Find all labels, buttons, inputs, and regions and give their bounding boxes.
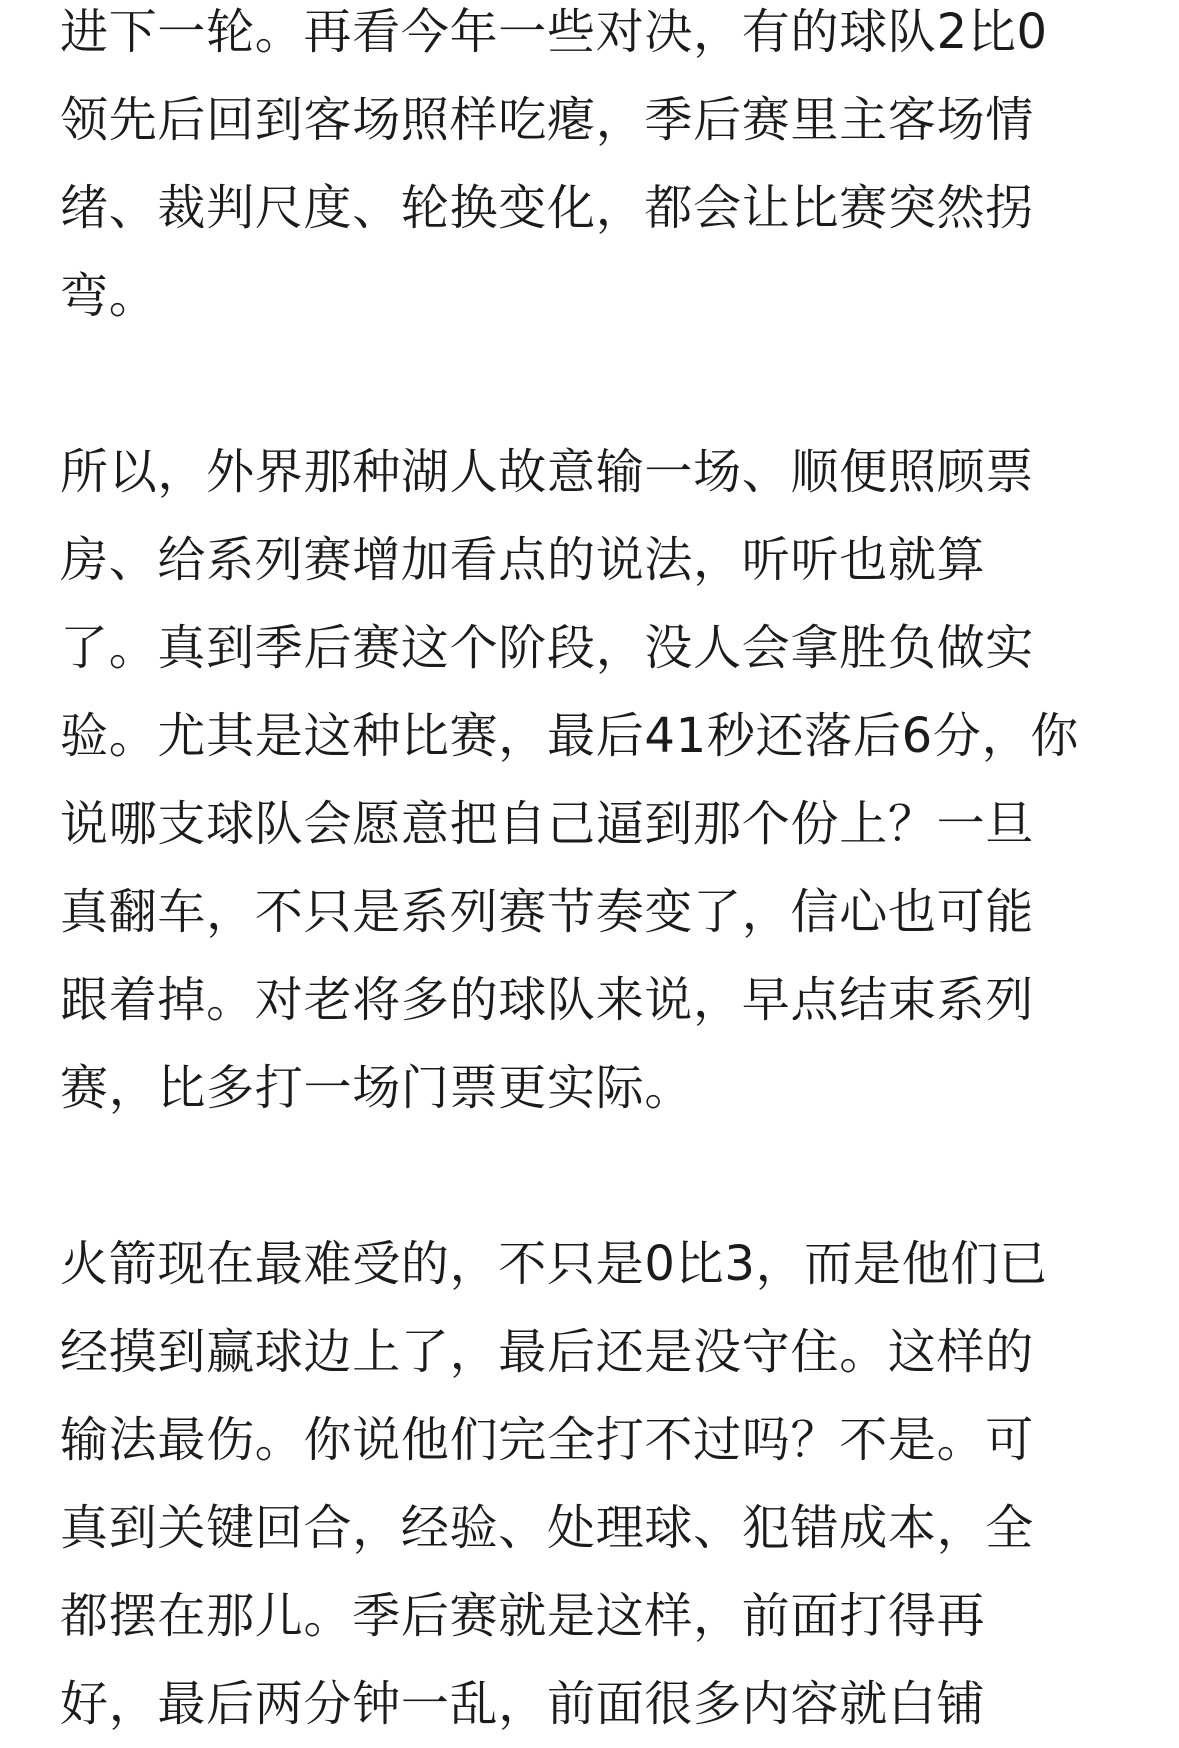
text-line: 经摸到赢球边上了，最后还是没守住。这样的 <box>60 1324 1035 1380</box>
text-line: 火箭现在最难受的，不只是0比3，而是他们已 <box>60 1236 1048 1292</box>
paragraph-2 <box>60 428 1140 1132</box>
paragraph-spacer <box>60 1132 1140 1220</box>
text-line: 房、给系列赛增加看点的说法，听听也就算 <box>60 532 986 588</box>
paragraph-3 <box>60 1220 1140 1748</box>
text-line: 都摆在那儿。季后赛就是这样，前面打得再 <box>60 1588 986 1644</box>
text-line: 绪、裁判尺度、轮换变化，都会让比赛突然拐 <box>60 180 1035 236</box>
text-line: 进下一轮。再看今年一些对决，有的球队2比0 <box>60 4 1048 60</box>
text-line: 所以，外界那种湖人故意输一场、顺便照顾票 <box>60 444 1035 500</box>
text-line: 跟着掉。对老将多的球队来说，早点结束系列 <box>60 972 1035 1028</box>
paragraph-1 <box>60 0 1140 340</box>
text-line: 了。真到季后赛这个阶段，没人会拿胜负做实 <box>60 620 1035 676</box>
text-line: 弯。 <box>60 268 158 324</box>
text-line: 真到关键回合，经验、处理球、犯错成本，全 <box>60 1500 1035 1556</box>
text-line: 说哪支球队会愿意把自己逼到那个份上？一旦 <box>60 796 1035 852</box>
text-line: 验。尤其是这种比赛，最后41秒还落后6分，你 <box>60 708 1080 764</box>
text-line: 输法最伤。你说他们完全打不过吗？不是。可 <box>60 1412 1035 1468</box>
article-body <box>60 0 1140 1748</box>
text-line: 好，最后两分钟一乱，前面很多内容就白铺 <box>60 1676 986 1732</box>
text-line: 真翻车，不只是系列赛节奏变了，信心也可能 <box>60 884 1035 940</box>
text-line: 领先后回到客场照样吃瘪，季后赛里主客场情 <box>60 92 1035 148</box>
text-line: 赛，比多打一场门票更实际。 <box>60 1060 694 1116</box>
paragraph-spacer <box>60 340 1140 428</box>
